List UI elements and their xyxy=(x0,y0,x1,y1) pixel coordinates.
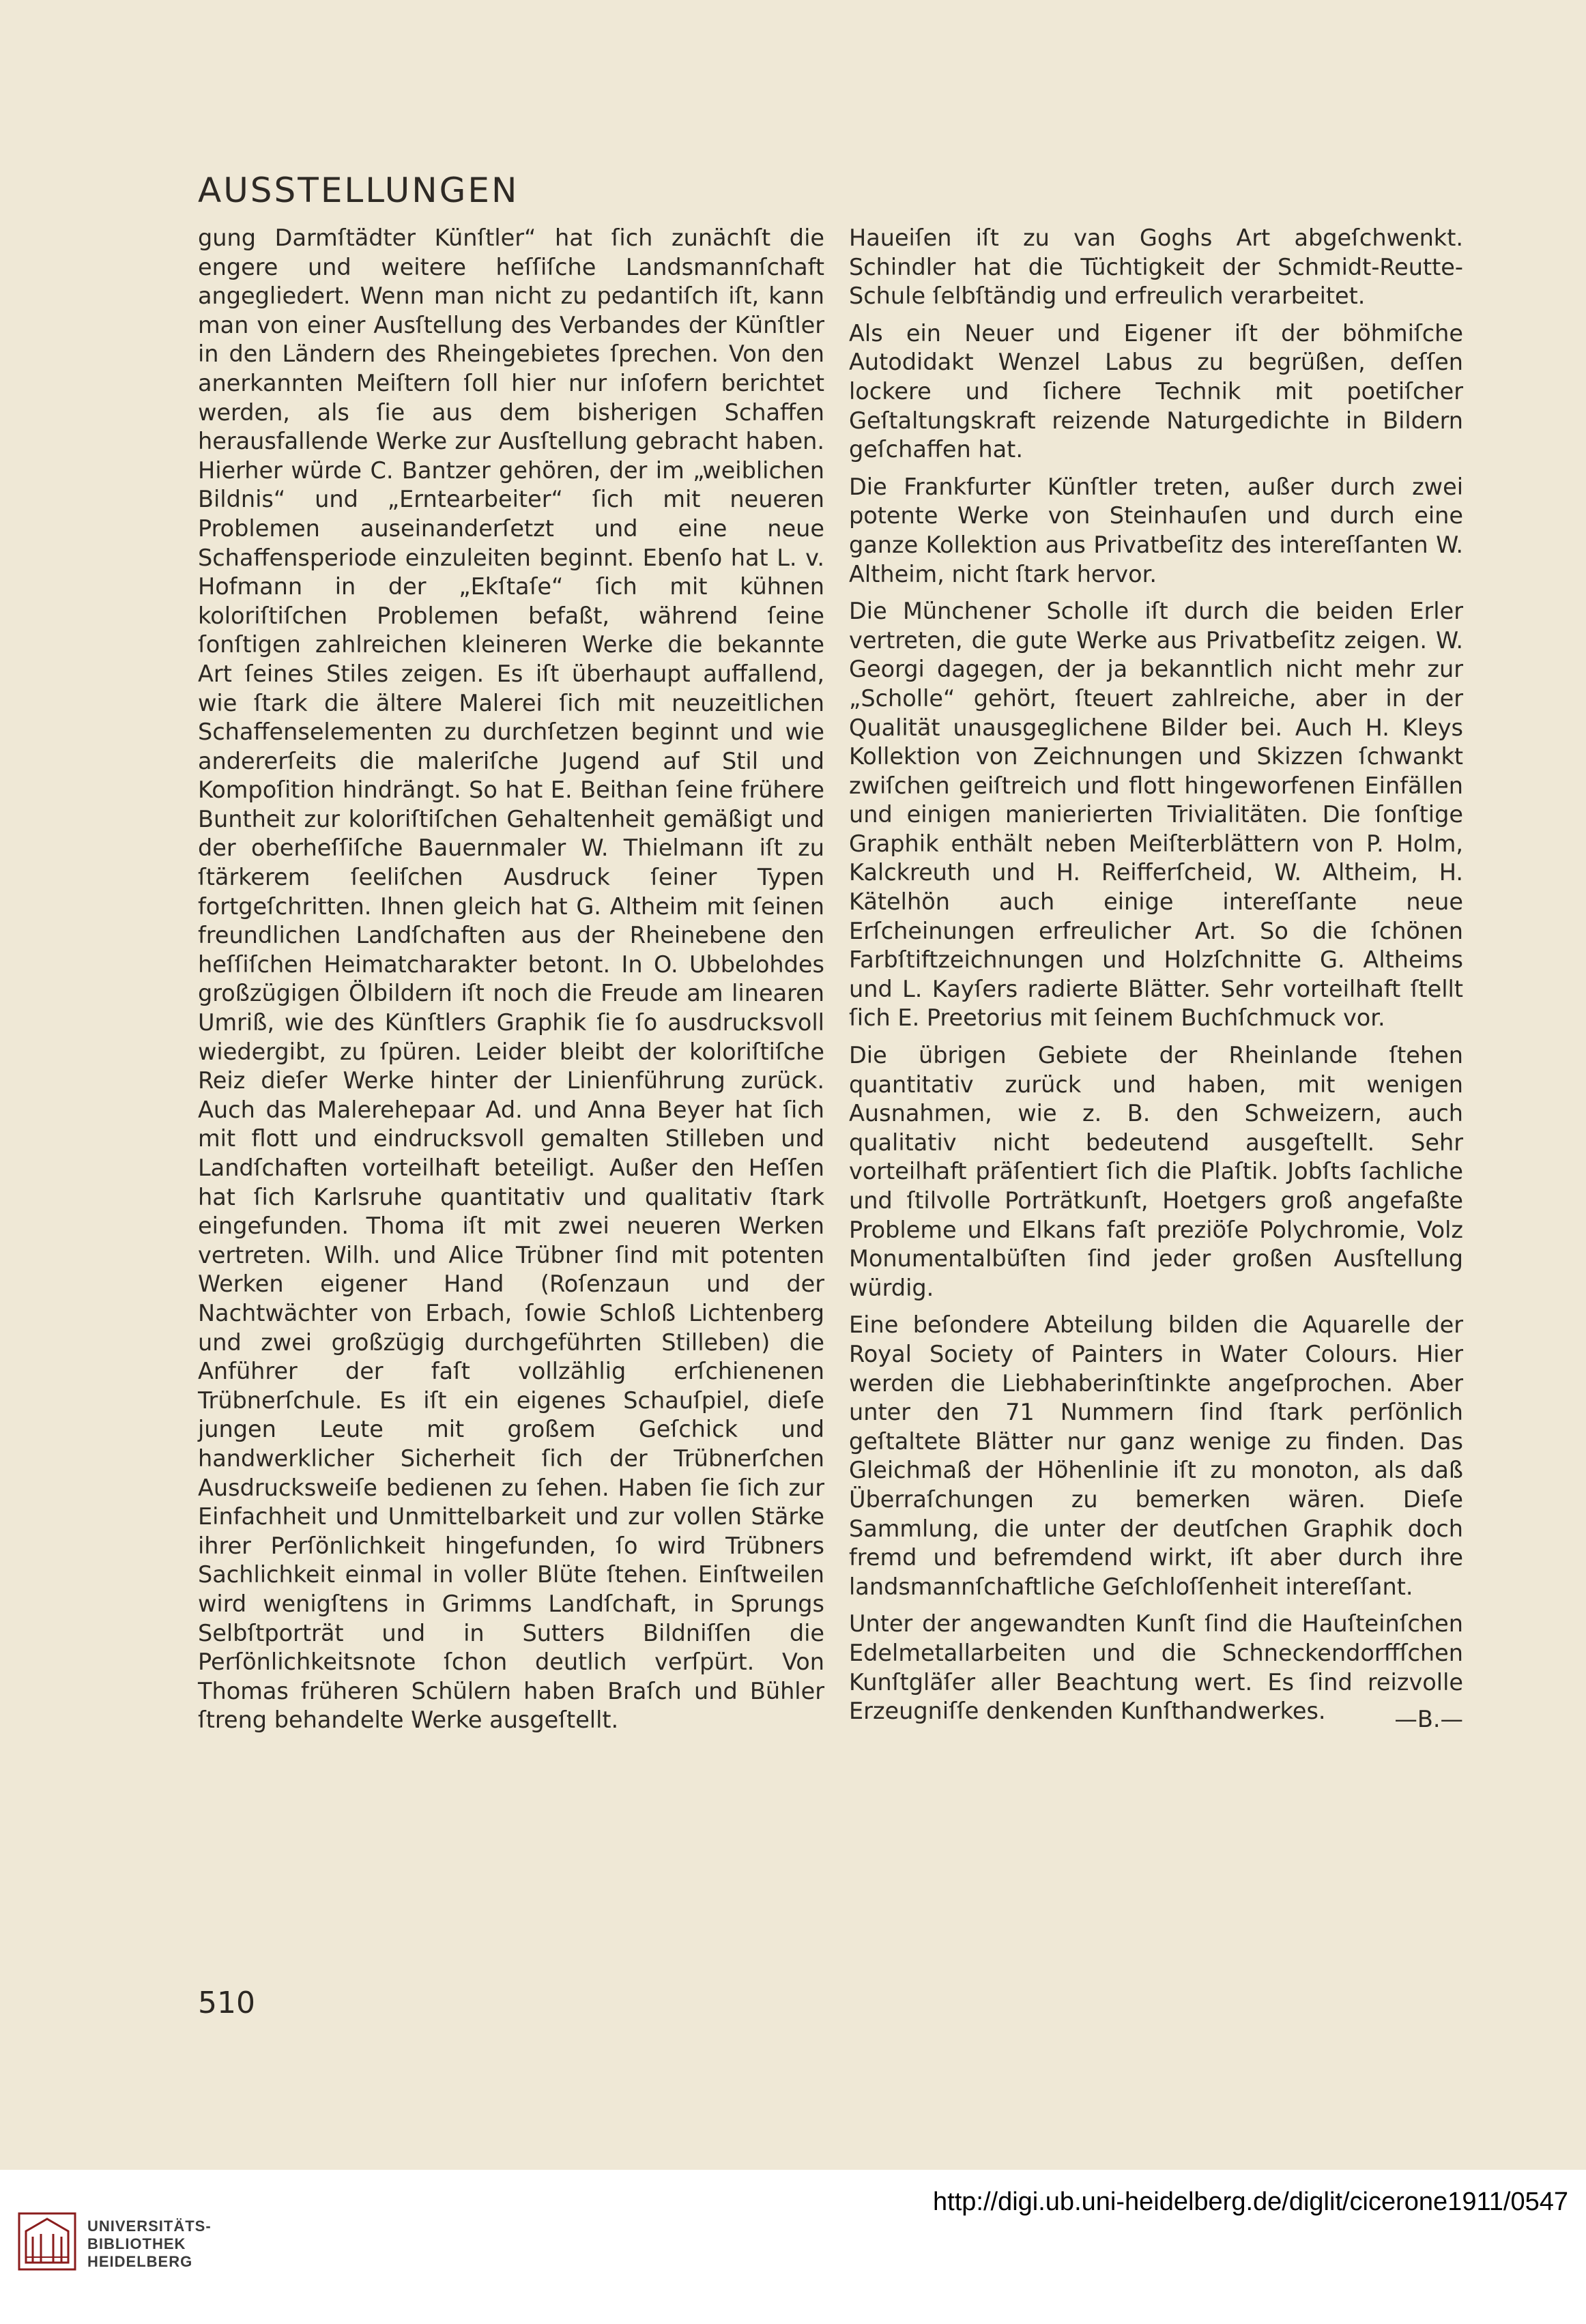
library-name-line-1: UNIVERSITÄTS- xyxy=(87,2218,212,2235)
library-name-line-3: HEIDELBERG xyxy=(87,2253,193,2270)
university-library-logo-icon xyxy=(16,2211,78,2272)
right-paragraph-1: Haueiſen iſt zu van Goghs Art abgeſchwenkt. Schindler hat die Tüchtigkeit der Schmidt-Reutte-Schule ſelbſtändig und erfreulich verarbeitet. xyxy=(849,224,1463,310)
library-footer xyxy=(0,2170,1586,2324)
left-paragraph-1: gung Darmſtädter Künſtler“ hat ſich zunächſt die engere und weitere heſſiſche Landsmannſchaft angegliedert. Wenn man nicht zu pedantiſch iſt, kann man von einer Ausſtellung des Verbandes der Künſtler in den Ländern des Rheingebietes ſprechen. Von den anerkannten Meiſtern ſoll hier nur inſofern berichtet werden, als ſie aus dem bisherigen Schaffen herausfallende Werke zur Ausſtellung gebracht haben. Hierher würde C. Bantzer gehören, der im „weiblichen Bildnis“ und „Erntearbeiter“ ſich mit neueren Problemen auseinanderſetzt und eine neue Schaffensperiode einzuleiten beginnt. Ebenſo hat L. v. Hofmann in der „Ekſtaſe“ ſich mit kühnen koloriſtiſchen Problemen befaßt, während ſeine ſonſtigen zahlreichen kleineren Werke die bekannte Art ſeines Stiles zeigen. Es iſt überhaupt auffallend, wie ſtark die ältere Malerei ſich mit neuzeitlichen Schaffenselementen zu durchſetzen beginnt und wie andererſeits die maleriſche Jugend auf Stil und Kompoſition hindrängt. So hat E. Beithan ſeine frühere Buntheit zur koloriſtiſchen Gehaltenheit gemäßigt und der oberheſſiſche Bauernmaler W. Thielmann iſt zu ſtärkerem ſeeliſchen Ausdruck ſeiner Typen fortgeſchritten. Ihnen gleich hat G. Altheim mit ſeinen freundlichen Landſchaften aus der Rheinebene den heſſiſchen Heimatcharakter betont. In O. Ubbelohdes großzügigen Ölbildern iſt noch die Freude am linearen Umriß, wie des Künſtlers Graphik ſie ſo ausdrucksvoll wiedergibt, zu ſpüren. Leider bleibt der koloriſtiſche Reiz dieſer Werke hinter der Linienführung zurück. Auch das Malerehepaar Ad. und Anna Beyer hat ſich mit flott und eindrucksvoll gemalten Stilleben und Landſchaften vorteilhaft beteiligt. Außer den Heſſen hat ſich Karlsruhe quantitativ und qualitativ ſtark eingefunden. Thoma iſt mit zwei neueren Werken vertreten. Wilh. und Alice Trübner ſind mit potenten Werken eigener Hand (Roſenzaun und der Nachtwächter von Erbach, ſowie Schloß Lichtenberg und zwei großzügig durchgeführten Stilleben) die Anführer der faſt vollzählig erſchienenen Trübnerſchule. Es iſt ein eigenes Schauſpiel, dieſe jungen Leute mit großem Geſchick und handwerklicher Sicherheit ſich der Trübnerſchen Ausdrucksweiſe bedienen zu ſehen. Haben ſie ſich zur Einfachheit und Unmittelbarkeit und zur vollen Stärke ihrer Perſönlichkeit hingefunden, ſo wird Trübners Sachlichkeit einmal in voller Blüte ſtehen. Einſtweilen wird wenigſtens in Grimms Landſchaft, in Sprungs Selbſtporträt und in Sutters Bildniſſen die Perſönlichkeitsnote ſchon deutlich verſpürt. Von Thomas früheren Schülern haben Braſch und Bühler ſtreng behandelte Werke ausgeſtellt. xyxy=(198,224,824,1734)
right-paragraph-7: Unter der angewandten Kunſt ſind die Hauſteinſchen Edelmetallarbeiten und die Schneckendorffſchen Kunſtgläſer aller Beachtung wert. Es ſind reizvolle Erzeugniſſe denkenden Kunſthandwerkes. xyxy=(849,1610,1463,1725)
right-paragraph-4: Die Münchener Scholle iſt durch die beiden Erler vertreten, die gute Werke aus Privatbeſitz zeigen. W. Georgi dagegen, der ja bekanntlich nicht mehr zur „Scholle“ gehört, ſteuert zahlreiche, aber in der Qualität unausgeglichene Bilder bei. Auch H. Kleys Kollektion von Zeichnungen und Skizzen ſchwankt zwiſchen geiſtreich und flott hingeworfenen Einfällen und einigen manierierten Trivialitäten. Die ſonſtige Graphik enthält neben Meiſterblättern von P. Holm, Kalckreuth und H. Reifferſcheid, W. Altheim, H. Kätelhön auch einige intereſſante neue Erſcheinungen erfreulicher Art. So die ſchönen Farbſtiftzeichnungen und Holzſchnitte G. Altheims und L. Kayſers radierte Blätter. Sehr vorteilhaft ſtellt ſich E. Preetorius mit ſeinem Buchſchmuck vor. xyxy=(849,598,1463,1032)
right-paragraph-3: Die Frankfurter Künſtler treten, außer durch zwei potente Werke von Steinhauſen und durch eine ganze Kollektion aus Privatbeſitz des intereſſanten W. Altheim, nicht ſtark hervor. xyxy=(849,473,1463,587)
author-signature: —B.— xyxy=(1394,1705,1463,1732)
library-name xyxy=(87,2218,212,2271)
right-paragraph-2: Als ein Neuer und Eigener iſt der böhmiſche Autodidakt Wenzel Labus zu begrüßen, deſſen lockere und ſichere Technik mit poetiſcher Geſtaltungskraft reizende Naturgedichte in Bildern geſchaffen hat. xyxy=(849,319,1463,463)
running-header: AUSSTELLUNGEN xyxy=(198,171,519,210)
library-name-line-2: BIBLIOTHEK xyxy=(87,2235,186,2252)
right-paragraph-6: Eine beſondere Abteilung bilden die Aquarelle der Royal Society of Painters in Water Colours. Hier werden die Liebhaberinſtinkte angeſprochen. Aber unter den 71 Nummern ſind ſtark perſönlich geſtaltete Blätter nur ganz wenige zu finden. Das Gleichmaß der Höhenlinie iſt zu monoton, als daß Überraſchungen zu bemerken wären. Dieſe Sammlung, die unter der deutſchen Graphik doch fremd und befremdend wirkt, iſt aber durch ihre landsmannſchaftliche Geſchloſſenheit intereſſant. xyxy=(849,1311,1463,1600)
right-paragraph-5: Die übrigen Gebiete der Rheinlande ſtehen quantitativ zurück und haben, mit wenigen Ausnahmen, wie z. B. den Schweizern, auch qualitativ nicht bedeutend ausgeſtellt. Sehr vorteilhaft präſentiert ſich die Plaſtik. Jobſts ſachliche und ſtilvolle Porträtkunſt, Hoetgers groß angefaßte Probleme und Elkans faſt preziöſe Polychromie, Volz Monumentalbüſten ſind jeder großen Ausſtellung würdig. xyxy=(849,1042,1463,1301)
right-column xyxy=(849,224,1463,1734)
left-column xyxy=(198,224,824,1743)
permalink-url[interactable]: http://digi.ub.uni-heidelberg.de/diglit/cicerone1911/0547 xyxy=(933,2188,1568,2216)
page-number: 510 xyxy=(198,1986,255,2020)
